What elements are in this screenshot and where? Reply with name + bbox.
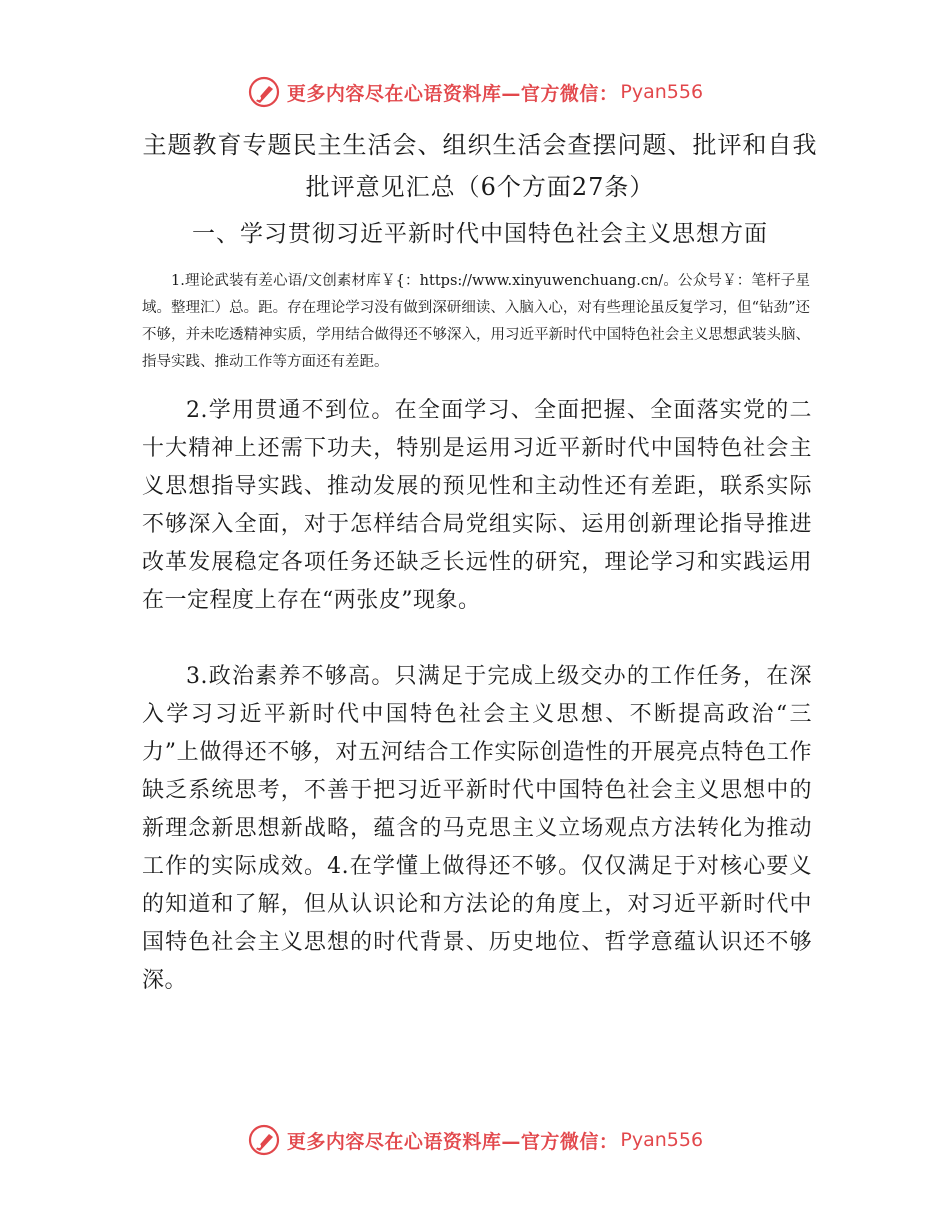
pen-nib-circle-icon [247, 75, 281, 109]
paragraph-1: 1.理论武装有差心语/文创素材库￥{：https://www.xinyuwenchuang.cn/。公众号￥：笔杆子星域。整理汇）总。距。存在理论学习没有做到深研细读、入脑入心，对有些理论虽反复学习，但“钻劲”还不够，并未吃透精神实质，学用结合做得还不够深入，用习近平新时代中国特色社会主义思想武装头脑、指导实践、推动工作等方面还有差距。 [142, 273, 810, 370]
wechat-id: Pyan556 [620, 81, 704, 103]
section-heading: 一、学习贯彻习近平新时代中国特色社会主义思想方面 [192, 221, 768, 247]
pen-nib-circle-icon [247, 1123, 281, 1157]
header-banner [0, 72, 950, 112]
document-title: 主题教育专题民主生活会、组织生活会查摆问题、批评和自我批评意见汇总（6个方面27条） [142, 131, 818, 201]
banner-text: 更多内容尽在心语资料库—官方微信： [286, 1130, 619, 1153]
banner-text: 更多内容尽在心语资料库—官方微信： [286, 82, 619, 105]
wechat-id: Pyan556 [620, 1129, 704, 1151]
paragraph-3: 3.政治素养不够高。只满足于完成上级交办的工作任务，在深入学习习近平新时代中国特色社会主义思想、不断提高政治“三力”上做得还不够，对五河结合工作实际创造性的开展亮点特色工作缺乏系统思考，不善于把习近平新时代中国特色社会主义思想中的新理念新思想新战略，蕴含的马克思主义立场观点方法转化为推动工作的实际成效。4.在学懂上做得还不够。仅仅满足于对核心要义的知道和了解，但从认识论和方法论的角度上，对习近平新时代中国特色社会主义思想的时代背景、历史地位、哲学意蕴认识还不够深。 [142, 664, 812, 993]
footer-banner [0, 1120, 950, 1160]
paragraph-2: 2.学用贯通不到位。在全面学习、全面把握、全面落实党的二十大精神上还需下功夫，特别是运用习近平新时代中国特色社会主义思想指导实践、推动发展的预见性和主动性还有差距，联系实际不够深入全面，对于怎样结合局党组实际、运用创新理论指导推进改革发展稳定各项任务还缺乏长远性的研究，理论学习和实践运用在一定程度上存在“两张皮”现象。 [142, 398, 812, 613]
